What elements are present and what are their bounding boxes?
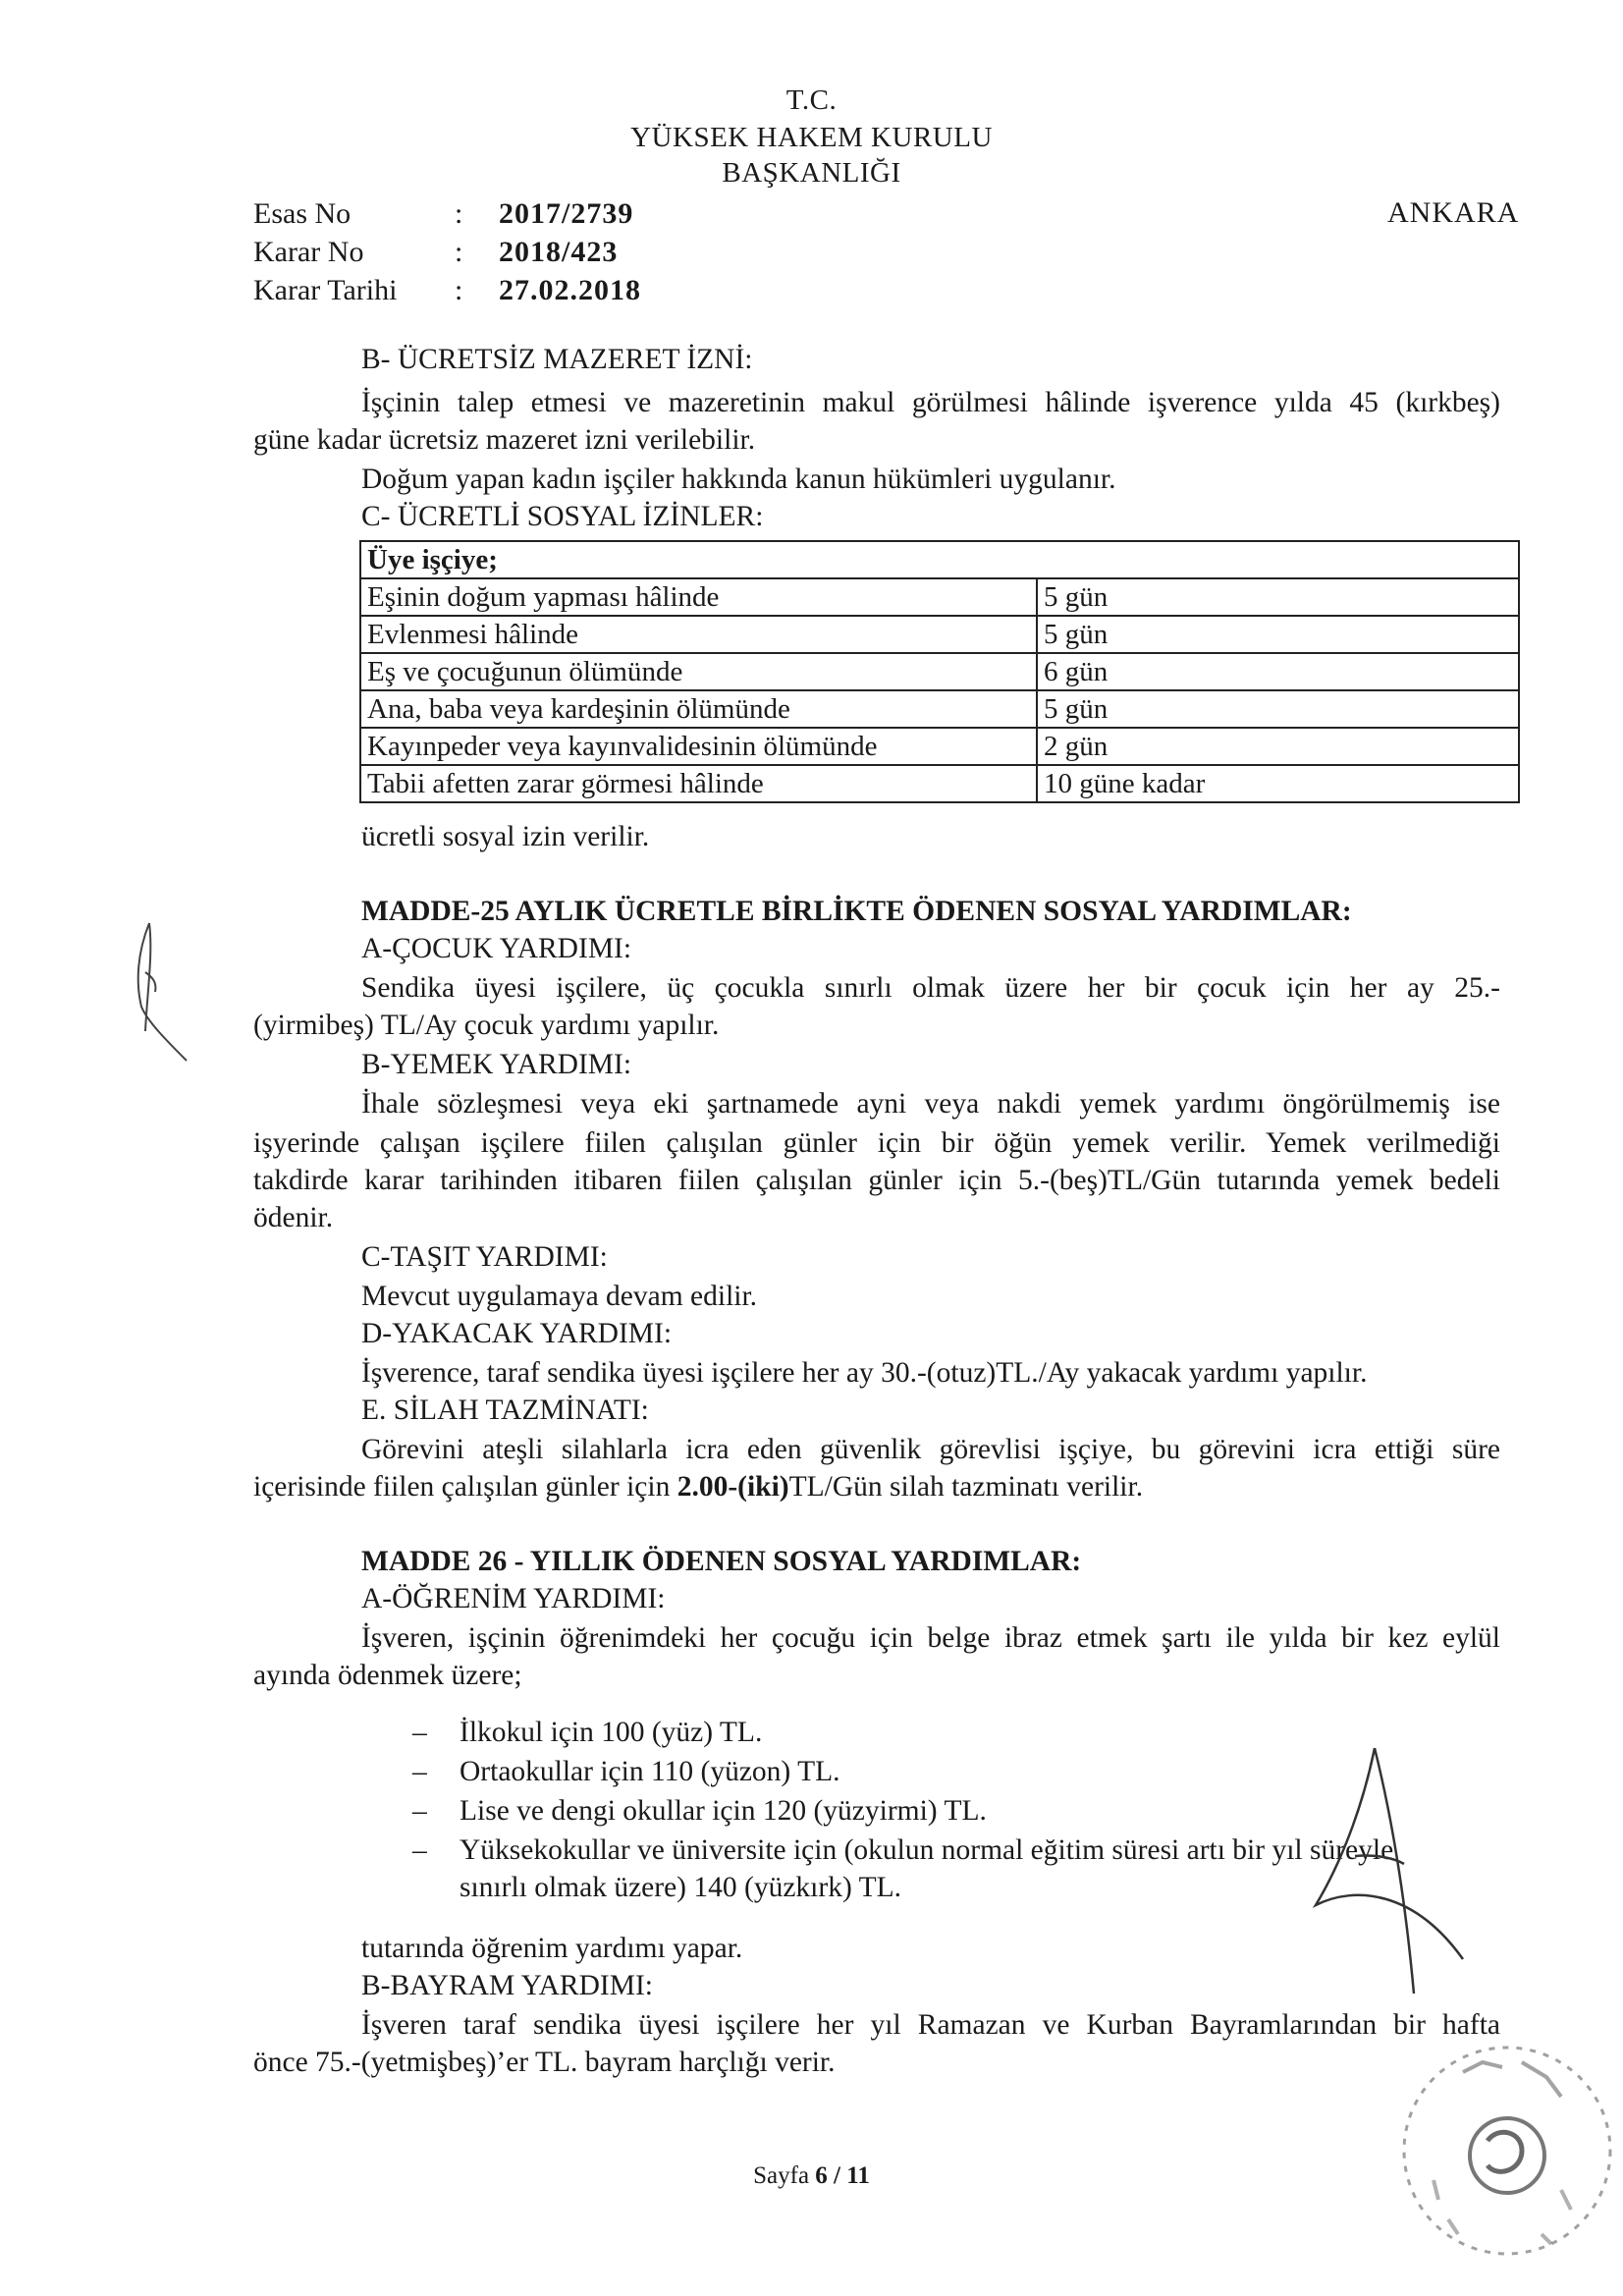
table-cell-label: Evlenmesi hâlinde: [360, 616, 1037, 653]
table-row: [360, 765, 1519, 802]
handwritten-signature: [1296, 1738, 1492, 2003]
section-heading: D-YAKACAK YARDIMI:: [361, 1318, 673, 1349]
paragraph-line: ayında ödenmek üzere;: [253, 1660, 522, 1691]
table-row: [360, 541, 1519, 578]
list-item-text: Yüksekokullar ve üniversite için (okulun normal eğitim süresi artı bir yıl süreyle: [460, 1834, 1394, 1866]
article-title: MADDE-25 AYLIK ÜCRETLE BİRLİKTE ÖDENEN SOSYAL YARDIMLAR:: [361, 896, 1352, 927]
list-item-text: İlkokul için 100 (yüz) TL.: [460, 1717, 763, 1748]
leave-table: [359, 540, 1520, 803]
list-item-text: Lise ve dengi okullar için 120 (yüzyirmi) TL.: [460, 1795, 987, 1827]
meta-value: 2018/423: [499, 236, 619, 268]
meta-sep: :: [455, 197, 463, 230]
table-cell-label: Tabii afetten zarar görmesi hâlinde: [360, 765, 1037, 802]
table-cell-label: Eş ve çocuğunun ölümünde: [360, 653, 1037, 690]
meta-sep: :: [455, 236, 463, 268]
header-city: ANKARA: [1387, 196, 1520, 229]
table-cell-value: 10 güne kadar: [1037, 765, 1519, 802]
meta-row: [253, 233, 641, 271]
text-run-bold: 2.00-(iki): [676, 1471, 789, 1503]
paragraph-line: İhale sözleşmesi veya eki şartnamede ayni veya nakdi yemek yardımı öngörülmemiş ise: [361, 1088, 1500, 1120]
list-dash: –: [412, 1795, 427, 1827]
meta-key: Esas No: [253, 197, 352, 230]
page-value: 6 / 11: [815, 2162, 870, 2189]
table-row: [360, 616, 1519, 653]
paragraph-line: İşveren, işçinin öğrenimdeki her çocuğu için belge ibraz etmek şartı ile yılda bir kez eylül: [361, 1622, 1500, 1654]
table-cell-value: 6 gün: [1037, 653, 1519, 690]
table-header-cell: Üye işçiye;: [360, 541, 1519, 578]
paragraph-line: ödenir.: [253, 1202, 334, 1233]
meta-row: [253, 271, 641, 309]
paragraph-line: Görevini ateşli silahlarla icra eden güvenlik görevlisi işçiye, bu görevini icra ettiği süre: [361, 1434, 1500, 1465]
paragraph-line: Sendika üyesi işçilere, üç çocukla sınırlı olmak üzere her bir çocuk için her ay 25.-: [361, 972, 1500, 1004]
table-row: [360, 690, 1519, 728]
meta-row: [253, 194, 641, 233]
table-cell-value: 5 gün: [1037, 690, 1519, 728]
section-heading: C- ÜCRETLİ SOSYAL İZİNLER:: [361, 501, 764, 532]
header-institution: YÜKSEK HAKEM KURULU: [630, 122, 993, 153]
paragraph-line: İşverence, taraf sendika üyesi işçilere her ay 30.-(otuz)TL./Ay yakacak yardımı yapılır.: [361, 1357, 1368, 1389]
text-run: TL/Gün silah tazminatı verilir.: [788, 1471, 1144, 1503]
paragraph-line: güne kadar ücretsiz mazeret izni verilebilir.: [253, 424, 756, 456]
table-cell-value: 5 gün: [1037, 616, 1519, 653]
meta-key: Karar Tarihi: [253, 274, 398, 306]
handwritten-initial: [128, 913, 206, 1070]
paragraph-line: işyerinde çalışan işçilere fiilen çalışılan günler için bir öğün yemek verilir. Yemek verilmediği: [253, 1127, 1500, 1159]
article-title: MADDE 26 - YILLIK ÖDENEN SOSYAL YARDIMLAR:: [361, 1546, 1082, 1577]
paragraph-line: İşçinin talep etmesi ve mazeretinin makul görülmesi hâlinde işverence yılda 45 (kırkbeş): [361, 387, 1500, 418]
case-meta: [253, 194, 641, 309]
list-dash: –: [412, 1756, 427, 1787]
meta-key: Karar No: [253, 236, 364, 268]
table-cell-label: Ana, baba veya kardeşinin ölümünde: [360, 690, 1037, 728]
text-run: içerisinde fiilen çalışılan günler için: [253, 1471, 677, 1503]
table-row: [360, 578, 1519, 616]
paragraph-line: [253, 1469, 1143, 1504]
section-heading: A-ÇOCUK YARDIMI:: [361, 933, 632, 964]
paragraph-line: Doğum yapan kadın işçiler hakkında kanun hükümleri uygulanır.: [361, 464, 1116, 495]
paragraph-line: takdirde karar tarihinden itibaren fiilen çalışılan günler için 5.-(beş)TL/Gün tutarında yemek bedeli: [253, 1165, 1500, 1196]
table-cell-value: 5 gün: [1037, 578, 1519, 616]
section-heading: B-BAYRAM YARDIMI:: [361, 1970, 653, 2001]
paragraph-line: önce 75.-(yetmişbeş)’er TL. bayram harçlığı verir.: [253, 2047, 836, 2078]
paragraph-line: Mevcut uygulamaya devam edilir.: [361, 1281, 758, 1312]
section-heading: A-ÖĞRENİM YARDIMI:: [361, 1583, 666, 1614]
section-heading: E. SİLAH TAZMİNATI:: [361, 1394, 649, 1426]
paragraph-line: ücretli sosyal izin verilir.: [361, 821, 650, 852]
table-cell-label: Kayınpeder veya kayınvalidesinin ölümünde: [360, 728, 1037, 765]
table-row: [360, 653, 1519, 690]
paragraph-line: (yirmibeş) TL/Ay çocuk yardımı yapılır.: [253, 1010, 720, 1041]
section-heading: B- ÜCRETSİZ MAZERET İZNİ:: [361, 344, 753, 375]
table-cell-label: Eşinin doğum yapması hâlinde: [360, 578, 1037, 616]
meta-value: 27.02.2018: [499, 274, 641, 306]
list-item-text: sınırlı olmak üzere) 140 (yüzkırk) TL.: [460, 1872, 902, 1903]
meta-value: 2017/2739: [499, 197, 634, 230]
paragraph-line: İşveren taraf sendika üyesi işçilere her yıl Ramazan ve Kurban Bayramlarından bir hafta: [361, 2009, 1500, 2041]
meta-sep: :: [455, 274, 463, 306]
header-tc: T.C.: [785, 84, 838, 116]
list-dash: –: [412, 1834, 427, 1866]
official-stamp-icon: [1375, 2023, 1620, 2288]
section-heading: C-TAŞIT YARDIMI:: [361, 1241, 608, 1273]
paragraph-line: tutarında öğrenim yardımı yapar.: [361, 1933, 743, 1964]
header-office: BAŞKANLIĞI: [722, 157, 901, 189]
table-row: [360, 728, 1519, 765]
section-heading: B-YEMEK YARDIMI:: [361, 1049, 632, 1080]
list-item-text: Ortaokullar için 110 (yüzon) TL.: [460, 1756, 840, 1787]
page-label: Sayfa: [753, 2162, 810, 2189]
list-dash: –: [412, 1717, 427, 1748]
table-cell-value: 2 gün: [1037, 728, 1519, 765]
